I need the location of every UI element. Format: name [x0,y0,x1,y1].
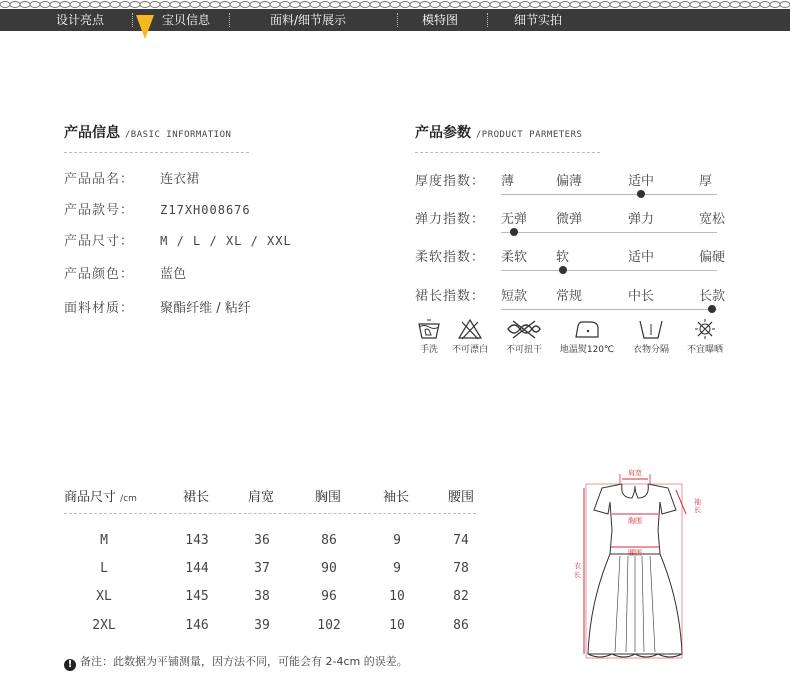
size-cell: 2XL [92,618,116,633]
divider [415,152,600,153]
dress-measurement-diagram [560,462,710,677]
param-level: 长款 [699,289,726,304]
param-row [415,285,726,315]
table-cell: 39 [254,618,270,633]
param-level: 偏薄 [556,174,583,189]
param-label: 厚度指数： [415,174,486,189]
param-selected-dot [559,266,567,274]
info-label: 产品品名： [64,172,135,187]
product-info-title: 产品信息 [64,125,120,141]
size-cell: M [100,533,108,548]
param-selected-dot [637,190,645,198]
care-item [555,318,619,355]
nav-separator [229,13,230,27]
table-cell: 86 [453,618,469,633]
info-row-color [64,263,186,282]
table-cell: 144 [185,561,209,576]
column-header-chest: 胸围 [315,490,342,505]
param-level: 偏硬 [699,250,726,265]
param-level: 适中 [628,174,655,189]
nav-item-fabric-details[interactable]: 面料/细节展示 [270,13,347,27]
care-label: 地温熨120℃ [559,345,615,355]
table-cell: 96 [321,589,337,604]
param-level: 柔软 [501,250,528,265]
info-label: 产品款号： [64,203,135,218]
iron-low-icon [570,318,604,340]
product-params-title: 产品参数 [415,125,471,141]
param-row [415,170,717,200]
table-cell: 146 [185,618,209,633]
size-header-unit: /cm [120,494,137,504]
product-params-subtitle: PRODUCT PARMETERS [481,130,583,140]
column-header-shoulder: 肩宽 [248,490,275,505]
table-cell: 145 [185,589,209,604]
warning-icon: ! [64,659,76,671]
table-cell: 9 [393,561,401,576]
table-cell: 82 [453,589,469,604]
param-label: 弹力指数： [415,212,486,227]
care-label: 不可漂白 [451,345,488,355]
table-cell: 36 [254,533,270,548]
column-header-sleeve: 袖长 [383,490,410,505]
nav-item-design-highlights[interactable]: 设计亮点 [56,13,105,27]
measurement-note [64,653,408,671]
param-level: 宽松 [699,212,726,227]
param-scale-line [501,194,717,195]
param-level: 软 [556,250,570,265]
param-scale-line [501,232,717,233]
param-level: 微弹 [556,212,583,227]
param-level: 厚 [699,174,713,189]
info-row-style-number [64,199,251,218]
info-row-material [64,297,251,316]
info-row-sizes [64,230,292,249]
param-label: 柔软指数： [415,250,486,265]
shoulder-label: 肩宽 [628,469,642,477]
care-label: 不可扭干 [505,345,542,355]
table-cell: 10 [389,589,405,604]
param-row [415,246,726,276]
info-value: Z17XH008676 [160,203,251,217]
param-scale-line [501,309,717,310]
column-header-waist: 腰围 [448,490,475,505]
size-table-header-label [64,486,137,505]
nav-separator [132,13,133,27]
param-row [415,208,726,238]
param-level: 中长 [628,289,655,304]
nav-separator [487,13,488,27]
chest-label: 胸围 [628,517,642,525]
no-sun-dry-icon [692,318,718,340]
table-cell: 10 [389,618,405,633]
no-wring-icon [504,318,544,340]
care-label: 不宜曝晒 [686,345,723,355]
info-value: M / L / XL / XXL [160,234,292,248]
table-divider [64,513,476,514]
info-label: 产品尺寸： [64,234,135,249]
nav-item-detail-photos[interactable]: 细节实拍 [514,13,563,27]
info-value: 聚酯纤维 / 粘纤 [160,301,251,316]
care-item [499,318,549,355]
table-cell: 102 [317,618,341,633]
care-label: 手洗 [419,345,438,355]
param-selected-dot [708,305,716,313]
info-label: 面料材质： [64,301,135,316]
wash-separately-icon [636,318,666,340]
nav-item-model-photos[interactable]: 模特图 [422,13,459,27]
care-item [415,318,443,355]
table-cell: 143 [185,533,209,548]
size-cell: L [100,561,108,576]
info-label: 产品颜色： [64,267,135,282]
info-value: 蓝色 [160,267,187,282]
table-cell: 90 [321,561,337,576]
info-value: 连衣裙 [160,172,200,187]
waist-label: 腰围 [628,549,642,557]
param-level: 常规 [556,289,583,304]
care-item [446,318,494,355]
param-level: 适中 [628,250,655,265]
param-scale-line [501,270,717,271]
param-level: 无弹 [501,212,528,227]
care-label: 衣物分隔 [632,345,669,355]
product-info-heading: 产品信息 /BASIC INFORMATION [64,125,232,141]
param-level: 弹力 [628,212,655,227]
product-params-heading: 产品参数 /PRODUCT PARMETERS [415,125,583,141]
table-cell: 86 [321,533,337,548]
divider [64,152,249,153]
table-cell: 74 [453,533,469,548]
no-bleach-icon [457,318,483,340]
nav-separator [397,13,398,27]
param-level: 薄 [501,174,515,189]
param-level: 短款 [501,289,528,304]
nav-item-product-info[interactable]: 宝贝信息 [162,13,211,27]
sleeve-label: 袖长 [694,498,701,514]
dress-illustration [560,462,710,677]
length-label: 衣长 [574,562,581,579]
care-item [626,318,676,355]
info-row-name [64,168,199,187]
table-cell: 9 [393,533,401,548]
note-text: 备注：此数据为平铺测量，因方法不同，可能会有 2-4cm 的误差。 [80,655,408,668]
care-item [681,318,729,355]
param-label: 裙长指数： [415,289,486,304]
top-nav-bar [0,9,790,31]
hand-wash-icon [416,318,442,340]
column-header-length: 裙长 [183,490,210,505]
table-cell: 78 [453,561,469,576]
size-header-text: 商品尺寸 [64,490,117,505]
size-cell: XL [96,589,112,604]
table-cell: 38 [254,589,270,604]
active-nav-marker [136,15,154,39]
table-cell: 37 [254,561,270,576]
param-selected-dot [510,228,518,236]
product-info-subtitle: BASIC INFORMATION [130,130,232,140]
decorative-chain-border [0,0,790,9]
